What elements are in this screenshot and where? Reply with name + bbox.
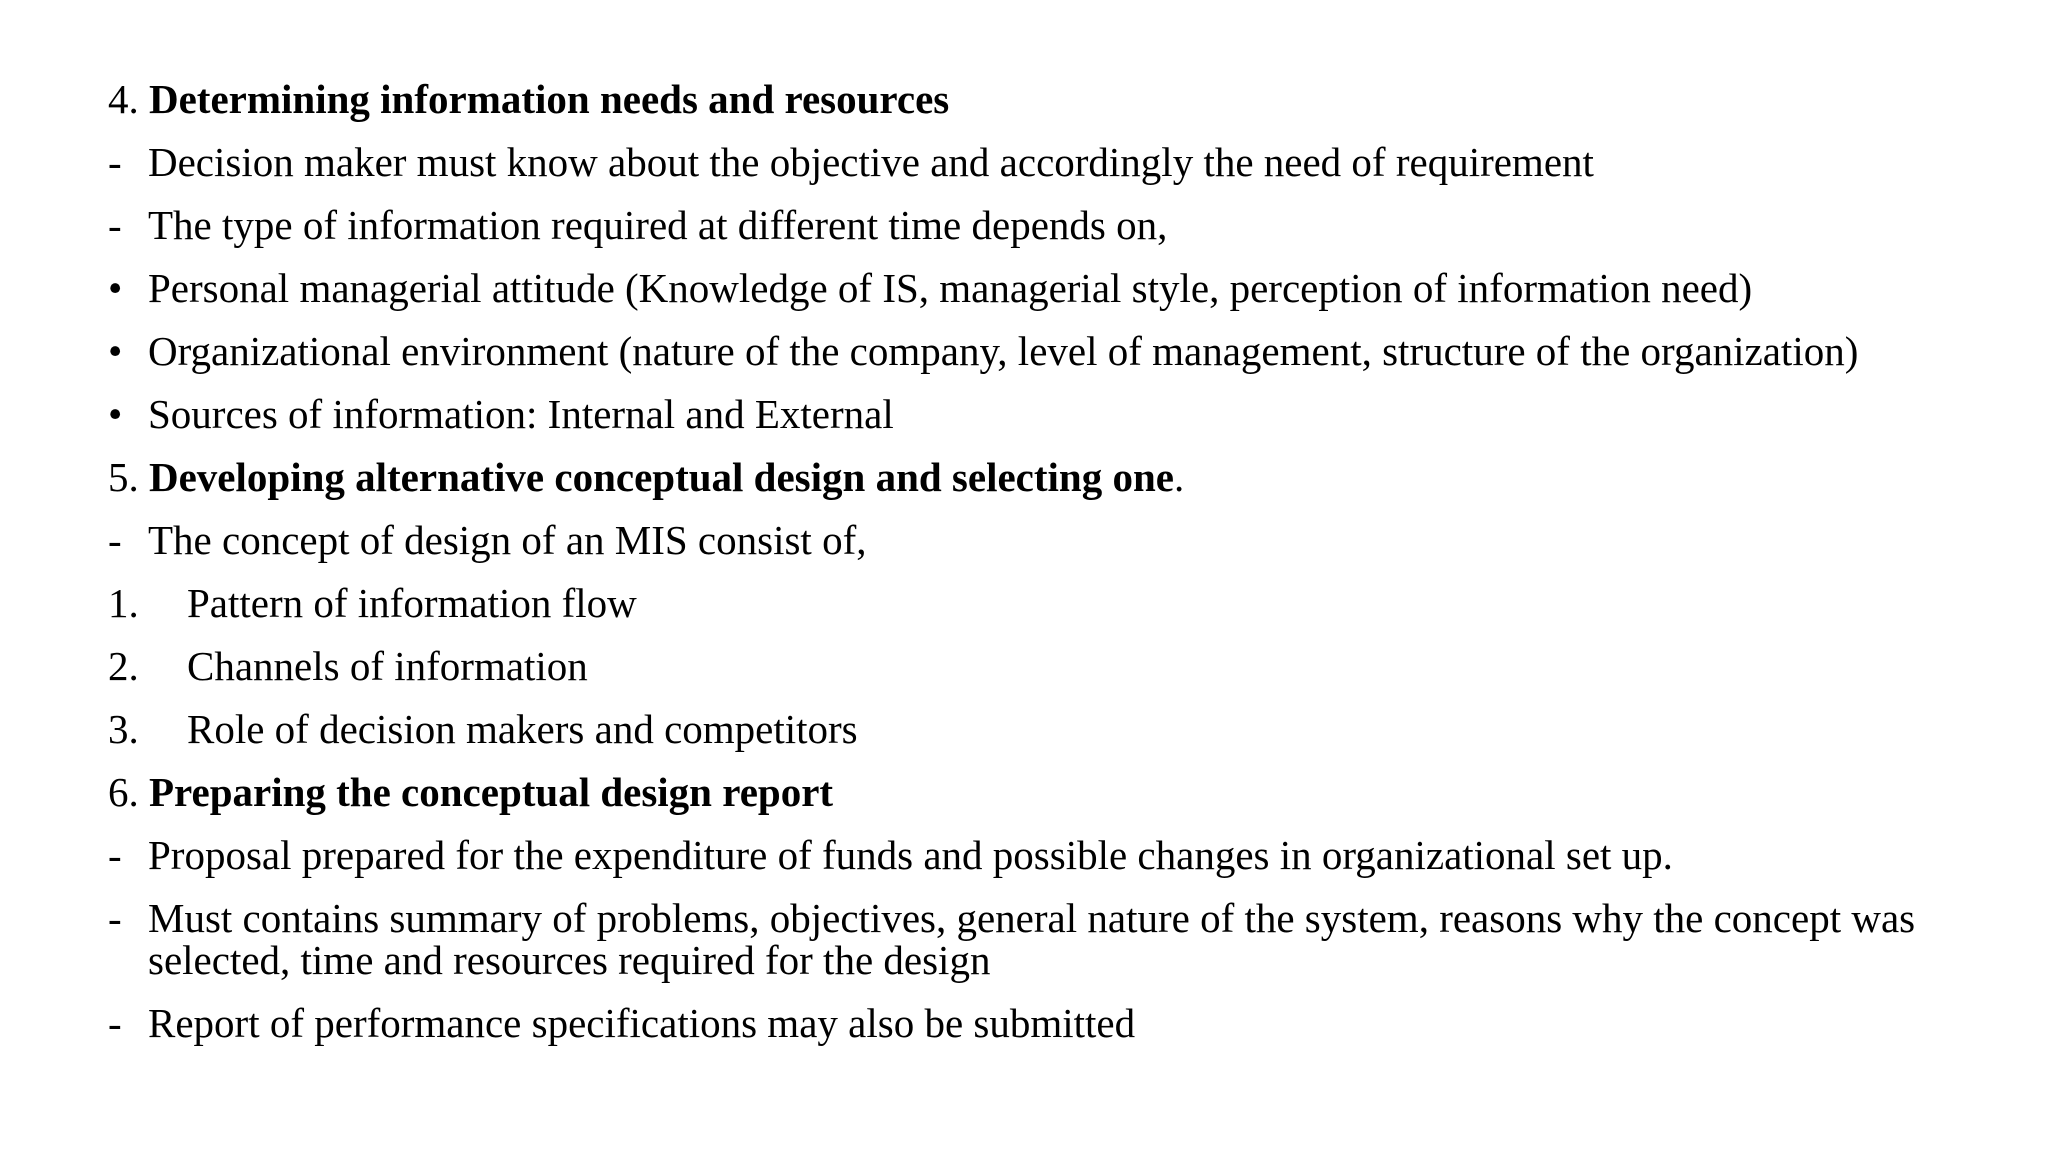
dash-marker: -	[108, 139, 122, 185]
list-item	[108, 1002, 1968, 1044]
list-item-text: Proposal prepared for the expenditure of funds and possible changes in organizational set up.	[148, 832, 1673, 878]
list-item-text: The type of information required at different time depends on,	[148, 202, 1168, 248]
list-item-text: Channels of information	[187, 643, 588, 689]
dash-marker: -	[108, 895, 122, 941]
list-item-text: Role of decision makers and competitors	[187, 706, 858, 752]
list-item	[108, 141, 1968, 183]
section-number: 6.	[108, 769, 139, 815]
list-item	[108, 267, 1968, 309]
bullet-icon: •	[108, 265, 123, 311]
list-item	[108, 330, 1968, 372]
section-title: Determining information needs and resources	[149, 76, 950, 122]
section-4-heading	[108, 78, 1968, 120]
numbered-item	[108, 708, 1968, 750]
section-title: Preparing the conceptual design report	[149, 769, 834, 815]
numbered-item	[108, 645, 1968, 687]
section-trail: .	[1173, 454, 1185, 500]
item-number: 3.	[108, 706, 139, 752]
item-number: 2.	[108, 643, 139, 689]
dash-marker: -	[108, 517, 122, 563]
list-item-text: Sources of information: Internal and External	[148, 391, 894, 437]
dash-marker: -	[108, 202, 122, 248]
list-item	[108, 897, 1968, 981]
dash-marker: -	[108, 1000, 122, 1046]
section-number: 4.	[108, 76, 139, 122]
section-6-heading	[108, 771, 1968, 813]
bullet-icon: •	[108, 328, 123, 374]
list-item-text: Organizational environment (nature of the company, level of management, structure of the organization)	[148, 328, 1859, 374]
list-item-text: Must contains summary of problems, objectives, general nature of the system, reasons why the concept was selected, time and resources required for the design	[148, 895, 1916, 983]
list-item	[108, 834, 1968, 876]
numbered-item	[108, 582, 1968, 624]
section-number: 5.	[108, 454, 139, 500]
section-5-heading	[108, 456, 1968, 498]
list-item-text: Personal managerial attitude (Knowledge of IS, managerial style, perception of information need)	[148, 265, 1753, 311]
list-item-text: Decision maker must know about the objective and accordingly the need of requirement	[148, 139, 1594, 185]
section-title: Developing alternative conceptual design and selecting one	[149, 454, 1174, 500]
slide-content	[108, 78, 1968, 1065]
list-item	[108, 204, 1968, 246]
item-number: 1.	[108, 580, 139, 626]
bullet-icon: •	[108, 391, 123, 437]
list-item-text: Report of performance specifications may also be submitted	[148, 1000, 1136, 1046]
dash-marker: -	[108, 832, 122, 878]
list-item	[108, 519, 1968, 561]
list-item-text: Pattern of information flow	[187, 580, 637, 626]
list-item-text: The concept of design of an MIS consist of,	[148, 517, 867, 563]
list-item	[108, 393, 1968, 435]
